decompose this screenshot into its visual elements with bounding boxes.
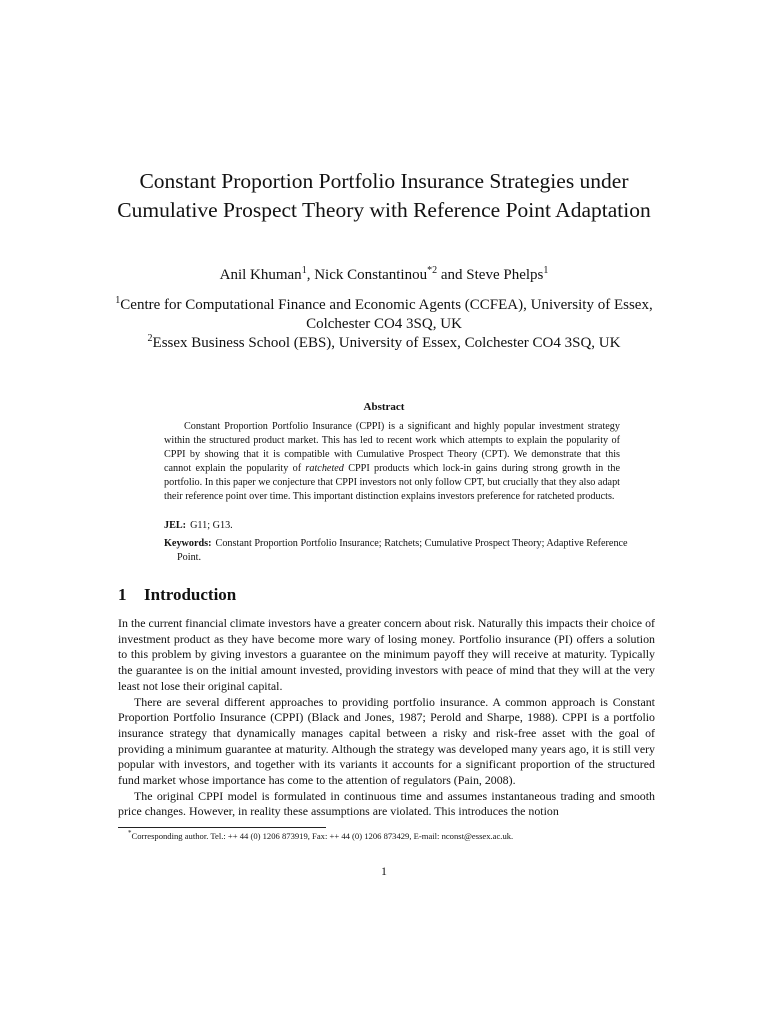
footnote-rule — [118, 827, 326, 828]
affiliation-text: Centre for Computational Finance and Economic Agents (CCFEA), University of Essex, Colchester CO4 3SQ, UK — [120, 297, 653, 332]
jel-codes — [164, 519, 620, 533]
affiliation-mark: 1 — [115, 295, 121, 306]
body-paragraph: The original CPPI model is formulated in continuous time and assumes instantaneous trading and smooth price changes. However, in reality these assumptions are violated. This introduces the notion — [118, 788, 655, 819]
jel-value: G11; G13. — [190, 520, 233, 531]
footnote-text: Corresponding author. Tel.: ++ 44 (0) 1206 873919, Fax: ++ 44 (0) 1206 873429, E-mail: nconst@essex.ac.uk. — [131, 831, 514, 841]
keywords-value: Constant Proportion Portfolio Insurance; Ratchets; Cumulative Prospect Theory; Adaptive Reference Point. — [177, 538, 628, 563]
abstract-part: CPPI products which lock-in gains during strong growth in the portfolio. In this paper we conjecture that CPPI investors not only follow CPT, but crucially that they also adapt their reference point over time. This important distinction explains investors preference for ratcheted products. — [164, 462, 620, 502]
abstract-emphasis: ratcheted — [305, 462, 344, 474]
author-mark: 1 — [543, 265, 549, 276]
section-heading — [118, 585, 236, 605]
affiliation-list — [100, 296, 668, 353]
abstract-text — [164, 420, 620, 503]
footnote — [118, 830, 678, 842]
author-name: Anil Khuman — [219, 267, 302, 283]
author-mark: 1 — [301, 265, 307, 276]
affiliation-text: Essex Business School (EBS), University of Essex, Colchester CO4 3SQ, UK — [152, 335, 621, 351]
footnote-mark: * — [128, 829, 132, 837]
author-name: Steve Phelps — [466, 267, 544, 283]
author-separator: and — [437, 267, 467, 283]
affiliation-mark: 2 — [147, 333, 153, 344]
page-number: 1 — [381, 864, 387, 878]
abstract-heading: Abstract — [363, 401, 405, 413]
author-separator: , — [306, 267, 315, 283]
jel-label: JEL: — [164, 520, 187, 531]
affiliation — [100, 334, 668, 353]
section-title: Introduction — [144, 585, 237, 604]
author-list — [100, 265, 668, 285]
keywords-label: Keywords: — [164, 538, 212, 549]
author-name: Nick Constantinou — [314, 267, 428, 283]
paper-title: Constant Proportion Portfolio Insurance Strategies under Cumulative Prospect Theory with Reference Point Adaptation — [117, 169, 651, 222]
section-number: 1 — [118, 585, 127, 604]
body-paragraph: There are several different approaches to providing portfolio insurance. A common approach is Constant Proportion Portfolio Insurance (CPPI) (Black and Jones, 1987; Perold and Sharpe, 1988). CPPI is a portfolio insurance strategy that dynamically manages capital between a risky and risk-free asset with the goal of providing a minimum guarantee at maturity. Although the strategy was developed many years ago, it is still very popular with investors, and together with its variants it accounts for a significant proportion of the structured fund market whose importance has come to the attention of regulators (Pain, 2008). — [118, 694, 655, 788]
author-mark: *2 — [427, 265, 438, 276]
body-paragraph: In the current financial climate investors have a greater concern about risk. Naturally this impacts their choice of investment product as they have become more wary of losing money. Portfolio insurance (PI) offers a solution to this problem by giving investors a guarantee on the minimum payoff they will receive at maturity. Typically the guarantee is on the initial amount invested, providing investors with peace of mind that they will at the very least not lose their original capital. — [118, 616, 655, 693]
section-body — [118, 616, 655, 820]
affiliation — [100, 296, 668, 334]
abstract-part: Constant Proportion Portfolio Insurance (CPPI) is a significant and highly popular investment strategy within the structured product market. This has led to recent work which attempts to explain the popularity of CPPI by showing that it is compatible with Cumulative Prospect Theory (CPT). We demonstrate that this cannot explain the popularity of — [164, 421, 620, 474]
keywords — [164, 537, 633, 565]
